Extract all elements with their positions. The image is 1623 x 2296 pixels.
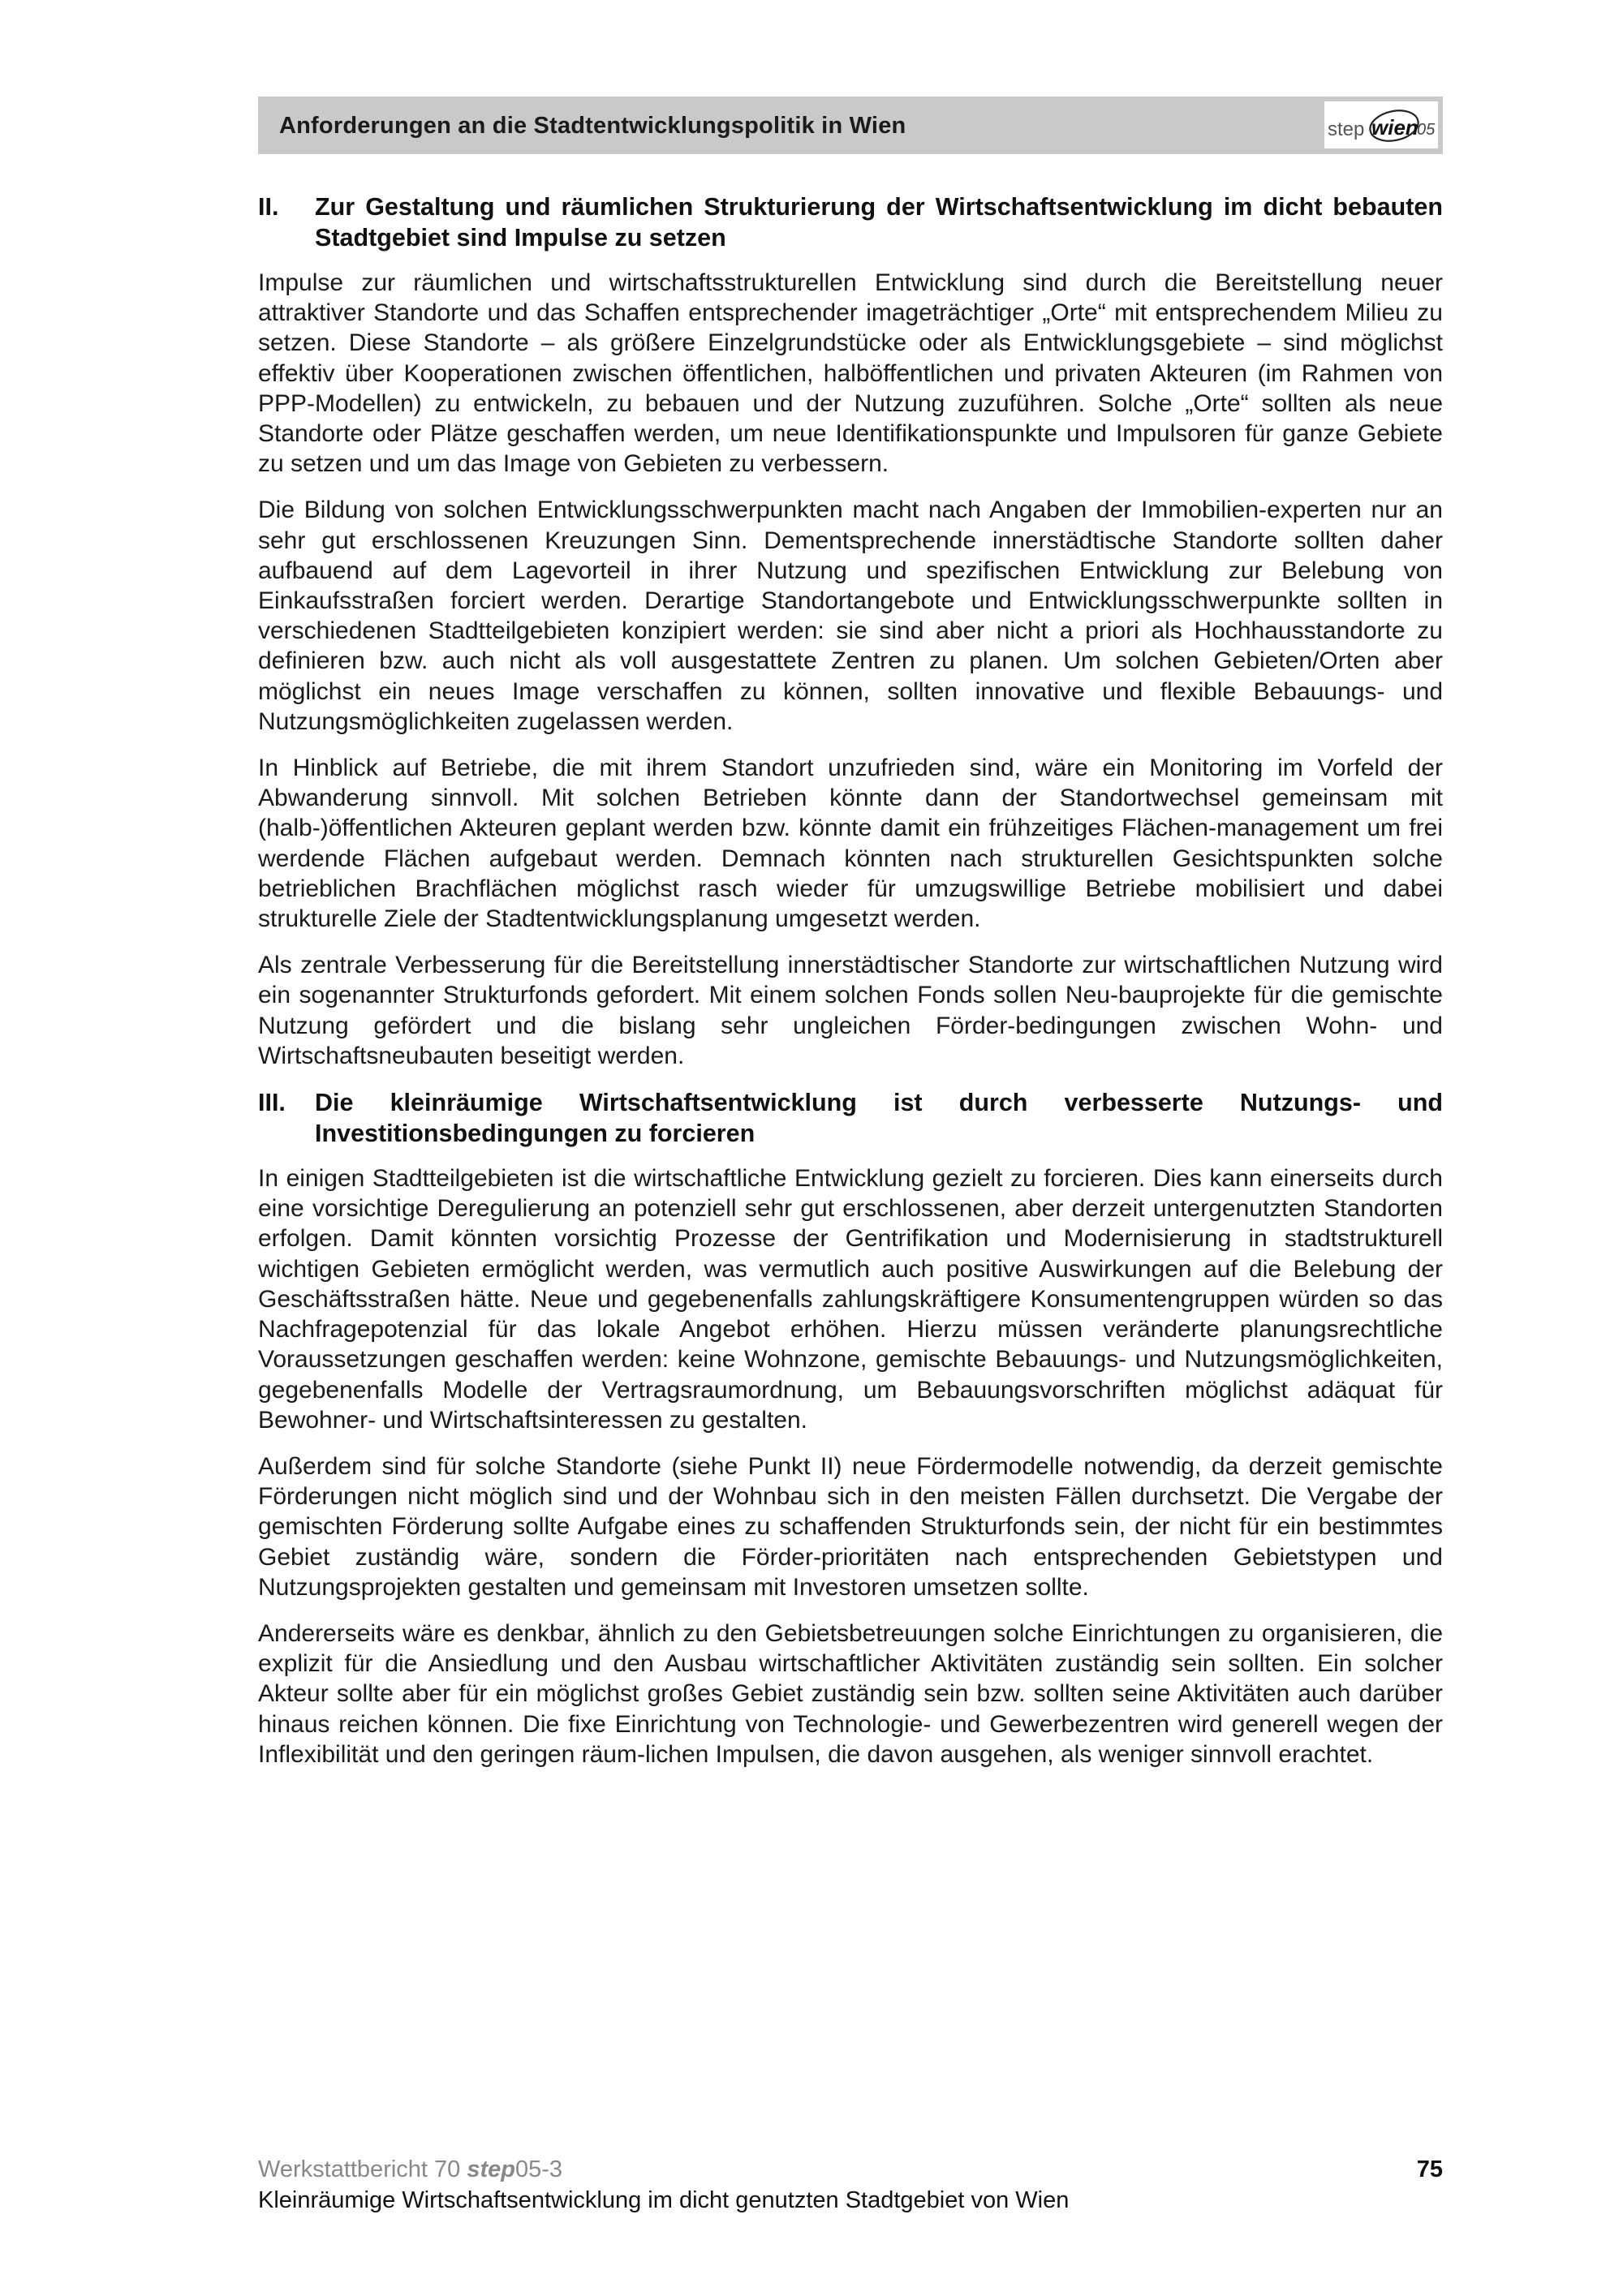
header-title: Anforderungen an die Stadtentwicklungspolitik in Wien: [279, 113, 906, 139]
page-number: 75: [1416, 2156, 1443, 2182]
step-wien-logo: [1324, 101, 1438, 148]
report-label: Werkstattbericht 70: [258, 2156, 461, 2182]
svg-text:05: 05: [1417, 121, 1436, 139]
paragraph: Die Bildung von solchen Entwicklungsschwerpunkten macht nach Angaben der Immobilien-experten nur an sehr gut erschlossenen Kreuzungen Sinn. Dementsprechende innerstädtische Standorte sollten daher aufbauend auf dem Lagevorteil in ihrer Nutzung und spezifischen Entwicklung zur Belebung von Einkaufsstraßen forciert werden. Derartige Standortangebote und Entwicklungsschwerpunkte sollten in verschiedenen Stadtteilgebieten konzipiert werden: sie sind aber nicht a priori als Hochhausstandorte zu definieren bzw. auch nicht als voll ausgestattete Zentren zu planen. Um solchen Gebieten/Orten aber möglichst ein neues Image verschaffen zu können, sollten innovative und flexible Bebauungs- und Nutzungsmöglichkeiten zugelassen werden.: [258, 497, 1443, 735]
report-number: 05-3: [515, 2156, 563, 2182]
page-footer: [258, 2156, 1443, 2214]
section-title: Die kleinräumige Wirtschaftsentwicklung ist durch verbesserte Nutzungs- und Investitionsbedingungen zu forcieren: [315, 1089, 1443, 1148]
paragraph: Impulse zur räumlichen und wirtschaftsstrukturellen Entwicklung sind durch die Bereitstellung neuer attraktiver Standorte und das Schaffen entsprechender imageträchtiger „Orte“ mit entsprechendem Milieu zu setzen. Diese Standorte – als größere Einzelgrundstücke oder als Entwicklungsgebiete – sind möglichst effektiv über Kooperationen zwischen öffentlichen, halböffentlichen und privaten Akteuren (im Rahmen von PPP-Modellen) zu entwickeln, zu bebauen und der Nutzung zuzuführen. Solche „Orte“ sollten als neue Standorte oder Plätze geschaffen werden, um neue Identifikationspunkte und Impulsoren für ganze Gebiete zu setzen und um das Image von Gebieten zu verbessern.: [258, 269, 1443, 478]
paragraph: In einigen Stadtteilgebieten ist die wirtschaftliche Entwicklung gezielt zu forcieren. Dies kann einerseits durch eine vorsichtige Deregulierung an potenziell sehr gut erschlossenen, aber derzeit untergenutzten Standorten erfolgen. Damit könnten vorsichtig Prozesse der Gentrifikation und Modernisierung in stadtstrukturell wichtigen Gebieten ermöglicht werden, was vermutlich auch positive Auswirkungen auf die Belebung der Geschäftsstraßen hätte. Neue und gegebenenfalls zahlungskräftigere Konsumentengruppen würden so das Nachfragepotenzial für das lokale Angebot erhöhen. Hierzu müssen veränderte planungsrechtliche Voraussetzungen geschaffen werden: keine Wohnzone, gemischte Bebauungs- und Nutzungsmöglichkeiten, gegebenenfalls Modelle der Vertragsraumordnung, um Bebauungsvorschriften möglichst adäquat für Bewohner- und Wirtschaftsinteressen zu gestalten.: [258, 1165, 1443, 1434]
section-heading: [258, 1087, 1443, 1149]
section-title: Zur Gestaltung und räumlichen Strukturierung der Wirtschaftsentwicklung im dicht bebauten Stadtgebiet sind Impulse zu setzen: [315, 193, 1443, 252]
paragraph: Als zentrale Verbesserung für die Bereitstellung innerstädtischer Standorte zur wirtschaftlichen Nutzung wird ein sogenannter Strukturfonds gefordert. Mit einem solchen Fonds sollen Neu-bauprojekte für die gemischte Nutzung gefördert und die bislang sehr ungleichen Förder-bedingungen zwischen Wohn- und Wirtschaftsneubauten beseitigt werden.: [258, 952, 1443, 1069]
footer-subtitle: Kleinräumige Wirtschaftsentwicklung im dicht genutzten Stadtgebiet von Wien: [258, 2187, 1070, 2213]
section-heading: [258, 191, 1443, 253]
footer-report-line: [258, 2156, 1443, 2186]
page-header: [258, 97, 1443, 154]
paragraph: Andererseits wäre es denkbar, ähnlich zu den Gebietsbetreuungen solche Einrichtungen zu organisieren, die explizit für die Ansiedlung und den Ausbau wirtschaftlicher Aktivitäten zuständig sein sollten. Ein solcher Akteur sollte aber für ein möglichst großes Gebiet zuständig sein bzw. sollten seine Aktivitäten auch darüber hinaus reichen können. Die fixe Einrichtung von Technologie- und Gewerbezentren wird generell wegen der Inflexibilität und den geringen räum-lichen Impulsen, die davon ausgehen, als weniger sinnvoll erachtet.: [258, 1619, 1443, 1768]
main-content: [258, 191, 1443, 1786]
paragraph: Außerdem sind für solche Standorte (siehe Punkt II) neue Fördermodelle notwendig, da derzeit gemischte Förderungen nicht möglich sind und der Wohnbau sich in den meisten Fällen durchsetzt. Die Vergabe der gemischten Förderung sollte Aufgabe eines zu schaffenden Strukturfonds sein, der nicht für ein bestimmtes Gebiet zuständig wäre, sondern die Förder-prioritäten nach entsprechenden Gebietstypen und Nutzungsprojekten gestalten und gemeinsam mit Investoren umsetzen sollte.: [258, 1452, 1443, 1601]
section-number: II.: [258, 193, 279, 221]
svg-text:wien: wien: [1371, 115, 1419, 140]
report-step: step: [467, 2156, 515, 2182]
paragraph: In Hinblick auf Betriebe, die mit ihrem Standort unzufrieden sind, wäre ein Monitoring im Vorfeld der Abwanderung sinnvoll. Mit solchen Betrieben könnte dann der Standortwechsel gemeinsam mit (halb-)öffentlichen Akteuren geplant werden bzw. könnte damit ein frühzeitiges Flächen-management um frei werdende Flächen aufgebaut werden. Demnach könnten nach strukturellen Gesichtspunkten solche betrieblichen Brachflächen möglichst rasch wieder für umzugswillige Betriebe mobilisiert und dabei strukturelle Ziele der Stadtentwicklungsplanung umgesetzt werden.: [258, 755, 1443, 933]
svg-text:step: step: [1328, 118, 1365, 140]
section-number: III.: [258, 1089, 286, 1117]
